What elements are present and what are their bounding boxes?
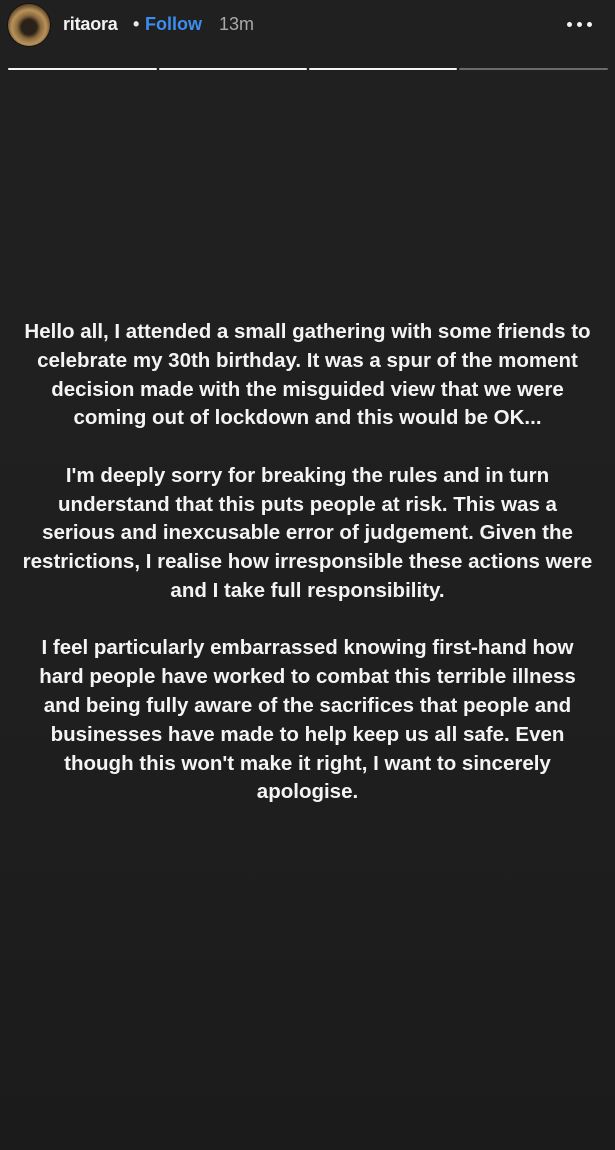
avatar[interactable] bbox=[8, 4, 50, 46]
separator-dot: • bbox=[133, 14, 140, 34]
post-time: 13m bbox=[219, 14, 255, 34]
more-options-icon[interactable] bbox=[558, 10, 600, 38]
story-paragraph-1: Hello all, I attended a small gathering with some friends to celebrate my 30th birthday. It was a spur of the moment decision made with the misguided view that we were coming out of lockdown and this would be OK... bbox=[24, 320, 591, 430]
follow-button[interactable]: Follow bbox=[145, 14, 202, 34]
story-text bbox=[20, 318, 595, 836]
progress-segment bbox=[8, 68, 157, 70]
progress-segment bbox=[459, 68, 608, 70]
story-paragraph-3: I feel particularly embarrassed knowing first-hand how hard people have worked to combat this terrible illness and being fully aware of the sacrifices that people and businesses have made to help keep us all safe. Even though this won't make it right, I want to sincerely apologise. bbox=[39, 636, 576, 804]
story-progress-bar bbox=[8, 68, 608, 72]
progress-segment bbox=[309, 68, 457, 70]
username[interactable]: ritaora bbox=[63, 14, 118, 34]
story-paragraph-2: I'm deeply sorry for breaking the rules and in turn understand that this puts people at risk. This was a serious and inexcusable error of judgement. Given the restrictions, I realise how irresponsible these actions were and I take full responsibility. bbox=[22, 463, 593, 602]
progress-segment bbox=[159, 68, 307, 70]
story-header bbox=[0, 0, 615, 56]
